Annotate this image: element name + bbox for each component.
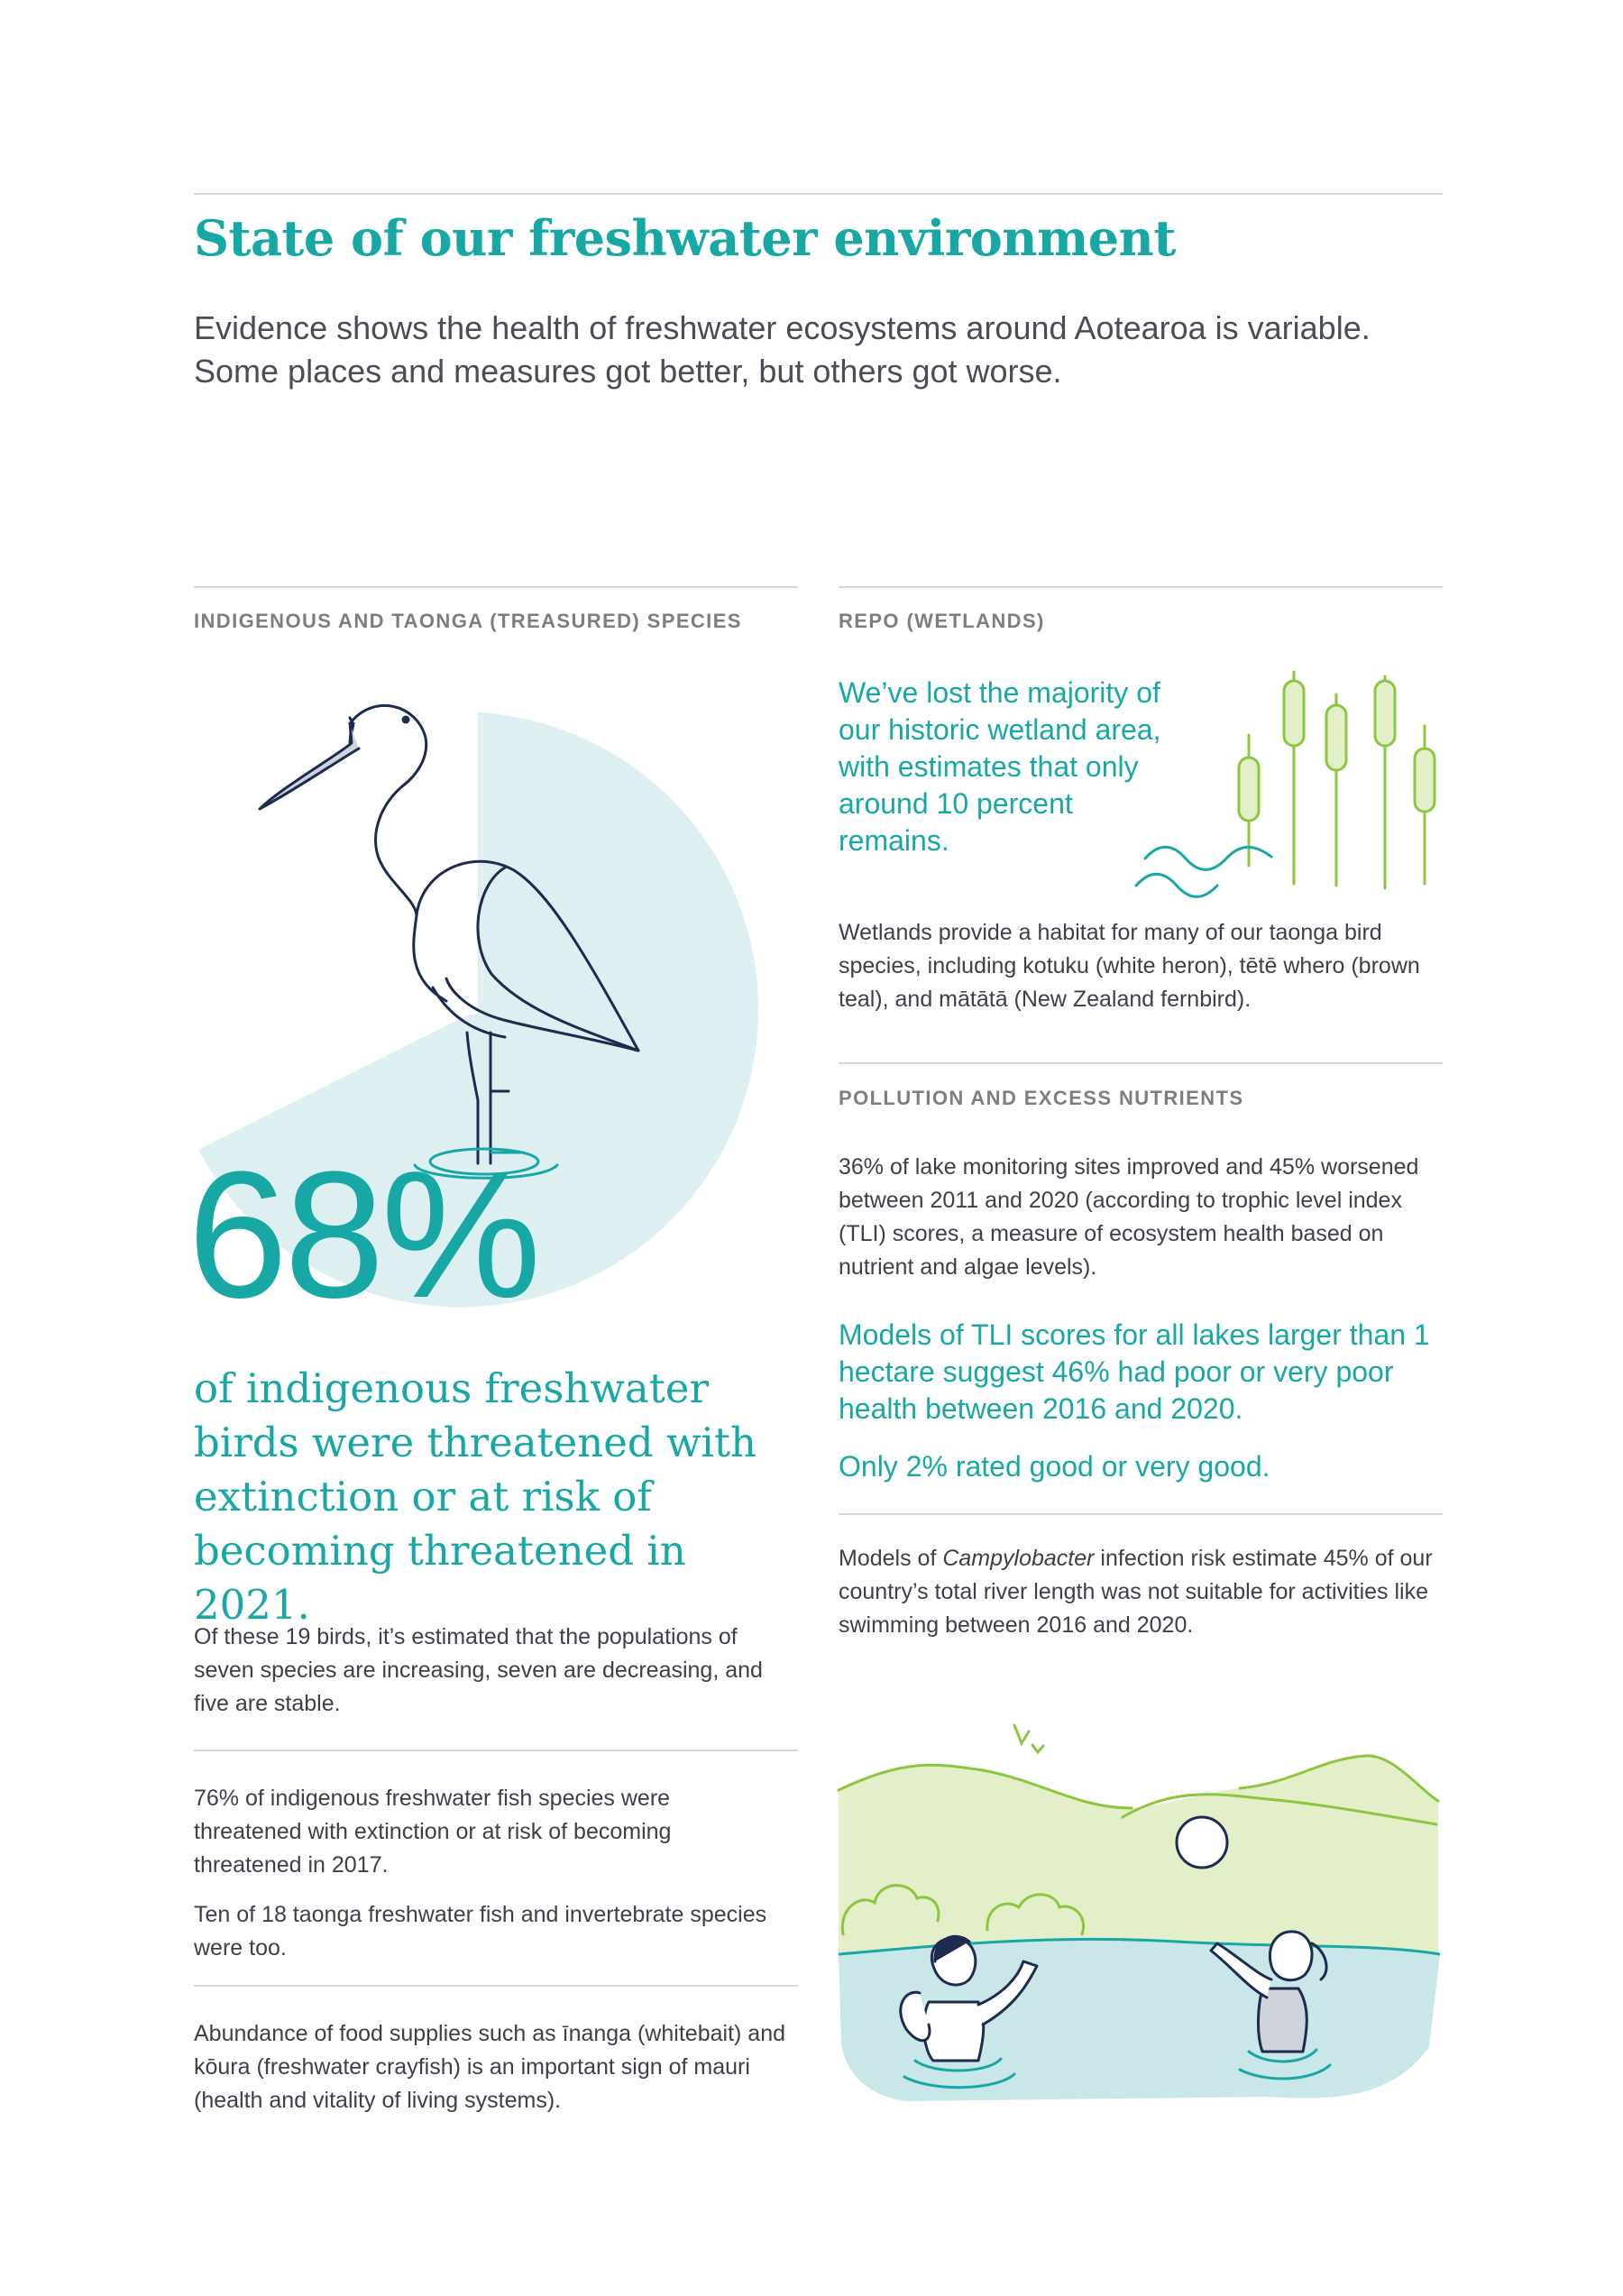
- good-rating-text: Only 2% rated good or very good.: [839, 1450, 1270, 1483]
- wetland-reeds-illustration: [1127, 658, 1452, 902]
- food-detail-text: Abundance of food supplies such as īnanga (whitebait) and kōura (freshwater crayfish) is an important sign of mauri (health and vitality of living systems).: [194, 2021, 786, 2113]
- campylobacter-italic: Campylobacter: [942, 1546, 1095, 1571]
- wetlands-headline: We’ve lost the majority of our historic wetland area, with estimates that only around 10 percent remains.: [839, 676, 1161, 857]
- pie-mask: [180, 703, 478, 1015]
- birds-detail-text: Of these 19 birds, it’s estimated that the populations of seven species are increasing, seven are decreasing, and five are stable.: [194, 1624, 763, 1716]
- fish-detail-2: Ten of 18 taonga freshwater fish and invertebrate species were too.: [194, 1902, 767, 1961]
- campylobacter-divider: [839, 1513, 1443, 1515]
- top-divider: [194, 193, 1443, 195]
- big-percentage-stat: 68%: [188, 1134, 538, 1336]
- species-section-label: INDIGENOUS AND TAONGA (TREASURED) SPECIES: [194, 610, 742, 632]
- pollution-detail-text: 36% of lake monitoring sites improved and 45% worsened between 2011 and 2020 (according to trophic level index (TLI) scores, a measure of ecosystem health based on nutrient and algae levels).: [839, 1154, 1419, 1280]
- fish-divider: [194, 1750, 798, 1751]
- wetlands-section-label: REPO (WETLANDS): [839, 610, 1045, 632]
- wetlands-divider: [839, 586, 1443, 588]
- water-wave-icon: [1136, 847, 1271, 896]
- species-divider: [194, 586, 798, 588]
- swimming-illustration: [834, 1718, 1447, 2115]
- wetlands-detail-text: Wetlands provide a habitat for many of our taonga bird species, including kotuku (white heron), tētē whero (brown teal), and mātātā (New Zealand fernbird).: [839, 920, 1420, 1012]
- page-title: State of our freshwater environment: [194, 209, 1176, 267]
- campylobacter-text: Models of Campylobacter infection risk estimate 45% of our country’s total river length was not suitable for activities like swimming between 2016 and 2020.: [839, 1546, 1433, 1638]
- ball-icon: [1177, 1817, 1227, 1868]
- hills-background: [839, 1756, 1438, 1952]
- food-divider: [194, 1985, 798, 1987]
- intro-text: Evidence shows the health of freshwater ecosystems around Aotearoa is variable. Some places and measures got better, but others got worse.: [194, 309, 1371, 390]
- stat-statement: of indigenous freshwater birds were threatened with extinction or at risk of becoming threatened in 2021.: [194, 1364, 756, 1629]
- pollution-section-label: POLLUTION AND EXCESS NUTRIENTS: [839, 1087, 1244, 1109]
- pollution-divider: [839, 1062, 1443, 1064]
- fish-detail-block: [194, 1782, 771, 1965]
- fish-detail-1: 76% of indigenous freshwater fish species were threatened with extinction or at risk of becoming threatened in 2017.: [194, 1786, 672, 1878]
- birds-icon: [1014, 1725, 1043, 1752]
- tli-models-headline: Models of TLI scores for all lakes larger than 1 hectare suggest 46% had poor or very poor health between 2016 and 2020.: [839, 1318, 1430, 1425]
